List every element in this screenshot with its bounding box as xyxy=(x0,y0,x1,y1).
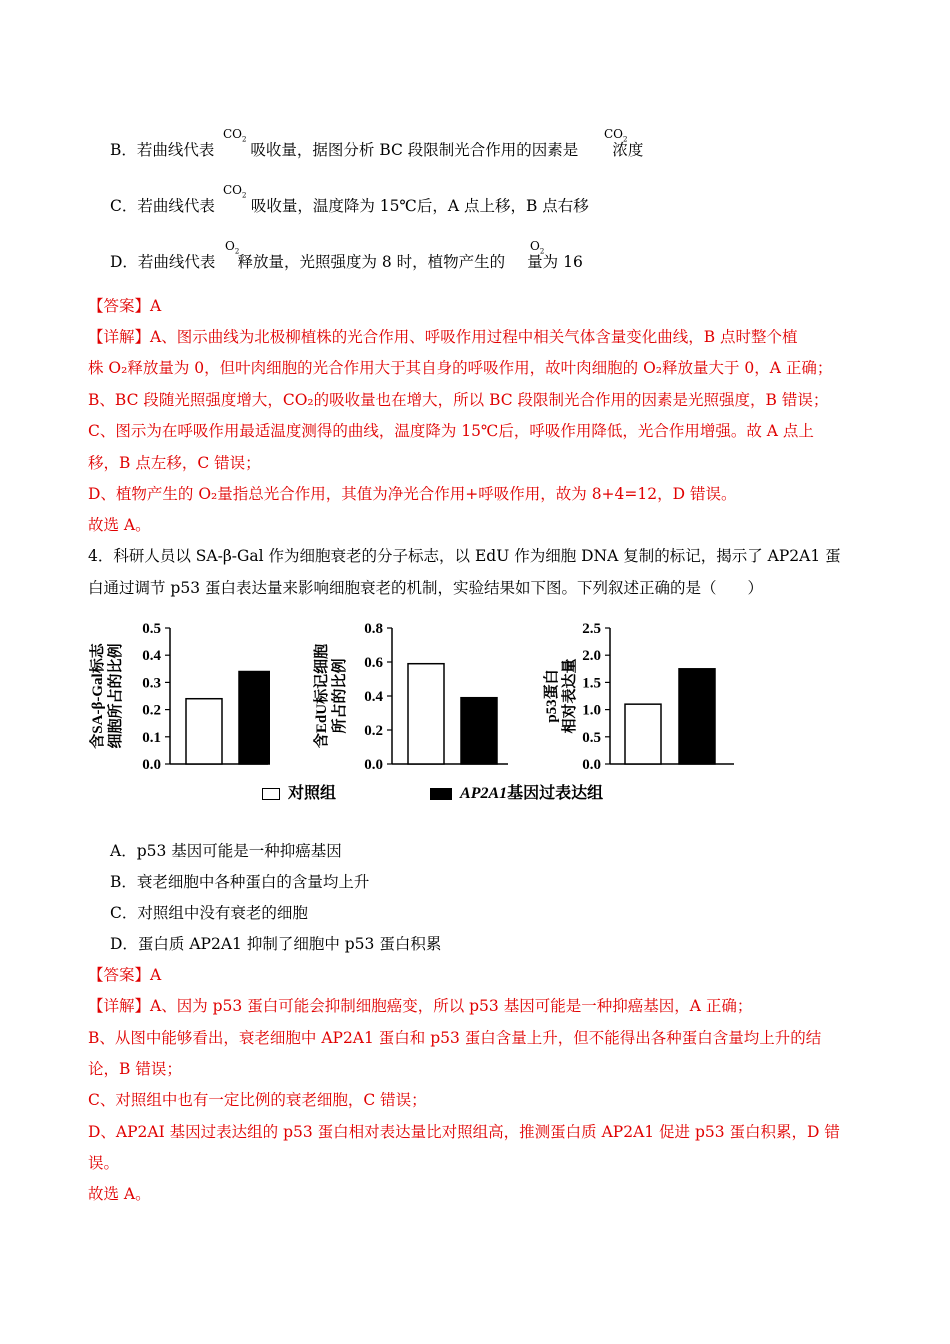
y-tick-label: 0.0 xyxy=(582,757,601,773)
legend-label-gene: AP2A1 xyxy=(460,785,508,802)
explanation-line: 移，B 点左移，C 错误； xyxy=(88,454,261,472)
explanation-line: 【详解】A、图示曲线为北极柳植株的光合作用、呼吸作用过程中相关气体含量变化曲线，B 点时整个植 xyxy=(88,328,798,346)
conclusion: 故选 A。 xyxy=(88,516,151,534)
chart-legend xyxy=(262,780,603,803)
explanation-line: B、BC 段随光照强度增大，CO₂的吸收量也在增大，所以 BC 段限制光合作用的因素是光照强度，B 错误； xyxy=(88,391,829,409)
answer-label: 【答案】A xyxy=(88,966,162,984)
y-tick-label: 0.2 xyxy=(364,723,383,739)
y-tick-label: 0.3 xyxy=(142,675,161,692)
y-tick-label: 2.5 xyxy=(582,621,601,637)
explanation-line: 误。 xyxy=(88,1154,120,1172)
explanation-line: 论，B 错误； xyxy=(88,1060,182,1078)
explanation-line: 株 O₂释放量为 0，但叶肉细胞的光合作用大于其自身的呼吸作用，故叶肉细胞的 O₂释放量大于 0，A 正确； xyxy=(88,359,833,377)
y-axis-label: 含SA-β-Gal标志 xyxy=(90,643,106,749)
chart-p53 xyxy=(530,612,740,782)
co2-formula: $CO_2$ xyxy=(223,127,247,144)
option-b: B．衰老细胞中各种蛋白的含量均上升 xyxy=(110,873,370,891)
y-tick-label: 0.8 xyxy=(364,621,383,637)
y-tick-label: 0.4 xyxy=(142,648,161,665)
y-tick-label: 0.5 xyxy=(142,621,161,637)
question-4-stem: 白通过调节 p53 蛋白表达量来影响细胞衰老的机制，实验结果如下图。下列叙述正确的是（ ） xyxy=(88,579,764,597)
explanation-line: B、从图中能够看出，衰老细胞中 AP2A1 蛋白和 p53 蛋白含量上升，但不能得出各种蛋白含量均上升的结 xyxy=(88,1029,822,1047)
y-axis-label: 细胞所占的比例 xyxy=(108,643,124,749)
option-a: A．p53 基因可能是一种抑癌基因 xyxy=(110,842,342,860)
y-tick-label: 0.2 xyxy=(142,702,161,719)
y-tick-label: 0.4 xyxy=(364,689,383,705)
bar-overexpression xyxy=(679,669,715,764)
explanation-line: C、图示为在呼吸作用最适温度测得的曲线，温度降为 15℃后，呼吸作用降低，光合作用增强。故 A 点上 xyxy=(88,422,814,440)
legend-swatch-overexpr xyxy=(430,788,452,800)
option-c: C．对照组中没有衰老的细胞 xyxy=(110,904,308,922)
option-c: C．若曲线代表 吸收量，温度降为 15℃后，A 点上移，B 点右移 xyxy=(110,197,589,215)
o2-formula: $O_2$ xyxy=(225,239,240,256)
conclusion: 故选 A。 xyxy=(88,1185,151,1203)
bar-overexpression xyxy=(239,672,270,764)
y-tick-label: 1.0 xyxy=(582,702,601,719)
y-axis-label: 相对表达量 xyxy=(562,658,578,734)
bar-control xyxy=(625,704,661,764)
explanation-line: D、AP2AI 基因过表达组的 p53 蛋白相对表达量比对照组高，推测蛋白质 AP2A1 促进 p53 蛋白积累，D 错 xyxy=(88,1123,840,1141)
co2-formula: $CO_2$ xyxy=(223,183,247,200)
y-tick-label: 0.1 xyxy=(142,729,161,746)
y-axis-label: 所占的比例 xyxy=(332,658,348,734)
chart-edu xyxy=(310,612,510,782)
bar-overexpression xyxy=(461,698,497,764)
y-axis-label: 含EdU标记细胞 xyxy=(314,643,330,749)
explanation-line: 【详解】A、因为 p53 蛋白可能会抑制细胞癌变，所以 p53 基因可能是一种抑癌基因，A 正确； xyxy=(88,997,753,1015)
bar-control xyxy=(186,699,222,764)
explanation-line: D、植物产生的 O₂量指总光合作用，其值为净光合作用+呼吸作用，故为 8+4=12，D 错误。 xyxy=(88,485,737,503)
legend-label-control: 对照组 xyxy=(288,785,337,802)
option-d: D．若曲线代表 释放量，光照强度为 8 时，植物产生的 量为 16 xyxy=(110,253,583,271)
y-tick-label: 1.5 xyxy=(582,675,601,692)
legend-label-overexpr: 基因过表达组 xyxy=(507,785,604,802)
explanation-line: C、对照组中也有一定比例的衰老细胞，C 错误； xyxy=(88,1091,427,1109)
chart-sa-beta-gal xyxy=(80,612,270,782)
y-tick-label: 0.0 xyxy=(142,757,161,773)
bar-control xyxy=(408,664,444,764)
y-tick-label: 2.0 xyxy=(582,648,601,665)
question-4-stem: 4．科研人员以 SA-β-Gal 作为细胞衰老的分子标志，以 EdU 作为细胞 DNA 复制的标记，揭示了 AP2A1 蛋 xyxy=(88,547,841,565)
o2-formula: $O_2$ xyxy=(530,239,545,256)
co2-formula: $CO_2$ xyxy=(604,127,628,144)
y-tick-label: 0.6 xyxy=(364,655,383,671)
answer-label: 【答案】A xyxy=(88,297,162,315)
y-axis-label: p53蛋白 xyxy=(544,669,560,723)
legend-swatch-control xyxy=(262,788,280,800)
y-tick-label: 0.0 xyxy=(364,757,383,773)
y-tick-label: 0.5 xyxy=(582,729,601,746)
option-b: B．若曲线代表 吸收量，据图分析 BC 段限制光合作用的因素是 浓度 xyxy=(110,141,644,159)
option-d: D．蛋白质 AP2A1 抑制了细胞中 p53 蛋白积累 xyxy=(110,935,442,953)
